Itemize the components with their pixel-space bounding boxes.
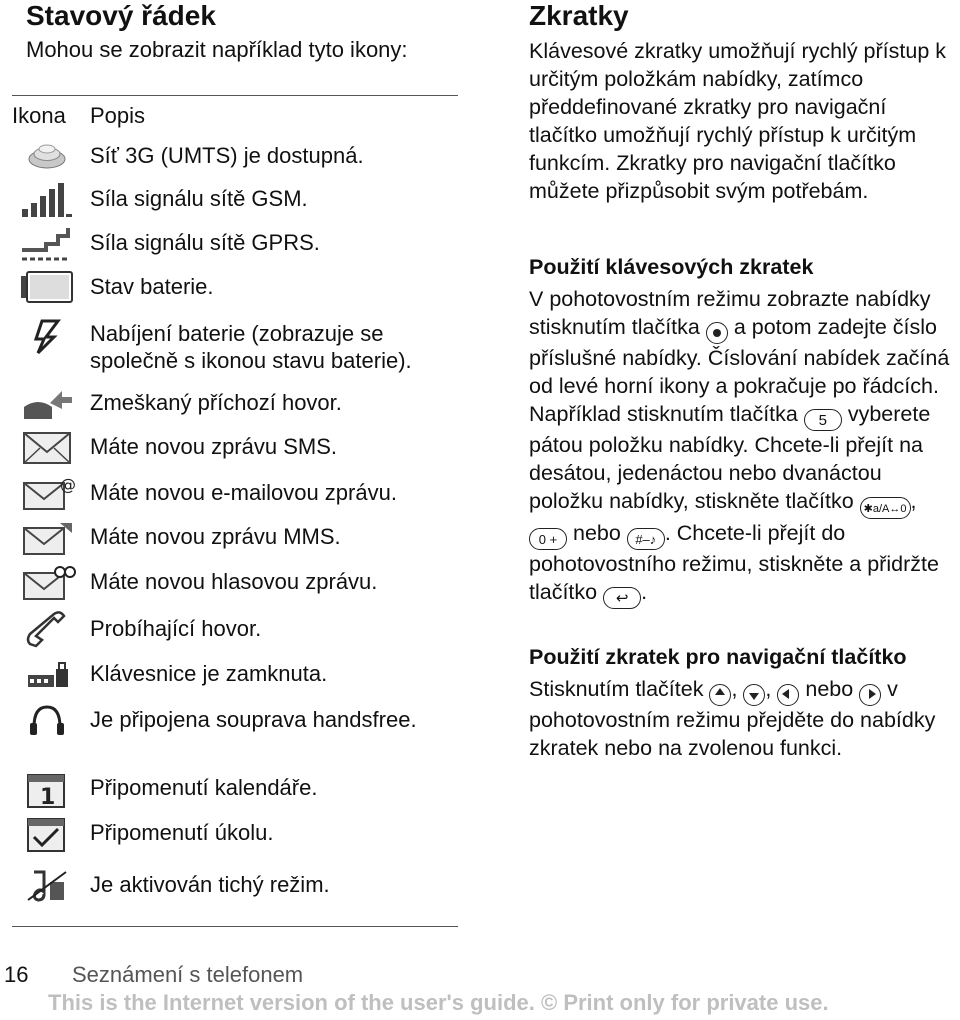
list-item: Síť 3G (UMTS) je dostupná. <box>90 143 364 168</box>
table-bottom-rule <box>12 926 458 927</box>
gprs-signal-icon <box>20 224 74 262</box>
keylock-icon <box>20 655 74 693</box>
nav-down-icon <box>743 684 765 706</box>
svg-text:1: 1 <box>40 785 56 810</box>
list-item: Máte novou zprávu SMS. <box>90 434 338 459</box>
list-item: Máte novou e-mailovou zprávu. <box>90 480 397 505</box>
sms-icon <box>20 428 74 466</box>
status-bar-subtitle: Mohou se zobrazit například tyto ikony: <box>26 37 408 62</box>
page-number: 16 <box>4 962 29 987</box>
kb-text-a: V pohotovostním režimu zobrazte nabídky stisknutím tlačítka <box>529 287 931 339</box>
nav-text-a: Stisknutím tlačítek <box>529 677 704 701</box>
back-key-icon: ↩ <box>603 587 641 609</box>
nav-right-icon <box>859 684 881 706</box>
battery-icon <box>20 268 74 306</box>
hash-key-icon: #–♪ <box>627 528 665 550</box>
kb-separator: , <box>910 489 917 513</box>
shortcuts-title: Zkratky <box>529 0 629 31</box>
list-item: Máte novou hlasovou zprávu. <box>90 569 378 594</box>
kb-text-b: a potom zadejte číslo příslušné nabídky. Číslování nabídek začíná od levé horní ikony a pokračuje po řádcích. Například stisknutím tlačítka <box>529 315 950 426</box>
list-item: Zmeškaný příchozí hovor. <box>90 390 342 415</box>
missed-call-icon <box>20 385 74 423</box>
select-key-icon <box>706 322 728 344</box>
nav-left-icon <box>777 684 799 706</box>
table-top-rule <box>12 95 458 96</box>
gsm-signal-icon <box>20 181 74 219</box>
email-icon <box>20 474 74 512</box>
list-item: Síla signálu sítě GSM. <box>90 186 308 211</box>
mms-icon <box>20 519 74 557</box>
3g-icon <box>20 137 74 175</box>
list-item: Probíhající hovor. <box>90 616 262 641</box>
navigation-shortcuts-text <box>529 675 959 762</box>
call-icon <box>20 610 74 648</box>
list-item: Je aktivován tichý režim. <box>90 872 330 897</box>
shortcuts-intro: Klávesové zkratky umožňují rychlý přístup k určitým položkám nabídky, zatímco předdefinované zkratky pro navigační tlačítko umožňují rychlý přístup k určitým funkcím. Zkratky pro navigační tlačítko můžete přizpůsobit svým potřebám. <box>529 39 947 203</box>
footer-section-title: Seznámení s telefonem <box>72 962 304 987</box>
key-5-icon: 5 <box>804 409 842 431</box>
kb-text-d: . Chcete-li přejít do pohotovostního režimu, stiskněte a přidržte tlačítko <box>529 521 939 604</box>
svg-text:@: @ <box>60 475 76 494</box>
headset-icon <box>20 701 74 739</box>
silent-icon <box>20 866 74 904</box>
table-header-description: Popis <box>90 103 146 128</box>
nav-up-icon <box>709 684 731 706</box>
kb-or: nebo <box>572 521 621 545</box>
list-item: Klávesnice je zamknuta. <box>90 661 328 686</box>
task-icon <box>20 815 74 853</box>
keyboard-shortcuts-heading: Použití klávesových zkratek <box>529 255 814 279</box>
keyboard-shortcuts-text <box>529 285 959 609</box>
calendar-icon <box>20 771 74 809</box>
list-item: Je připojena souprava handsfree. <box>90 707 417 732</box>
table-header-icon: Ikona <box>12 103 66 128</box>
voicemail-icon <box>20 564 74 602</box>
zero-key-icon: 0 + <box>529 528 567 550</box>
star-key-icon: ✱a/A↔0 <box>860 497 911 519</box>
list-item: Síla signálu sítě GPRS. <box>90 230 320 255</box>
battery-charging-icon <box>20 317 74 355</box>
list-item: Připomenutí úkolu. <box>90 820 274 845</box>
list-item: Máte novou zprávu MMS. <box>90 524 341 549</box>
kb-text-c: vyberete pátou položku nabídky. Chcete-li přejít na desátou, jedenáctou nebo dvanáctou položku nabídky, stiskněte tlačítko <box>529 402 931 513</box>
navigation-shortcuts-heading: Použití zkratek pro navigační tlačítko <box>529 645 907 669</box>
kb-end: . <box>641 580 648 604</box>
nav-sep-1: , <box>731 677 738 701</box>
list-item: Nabíjení baterie (zobrazuje se společně s ikonou stavu baterie). <box>90 321 412 373</box>
footer-notice: This is the Internet version of the user's guide. © Print only for private use. <box>48 990 829 1015</box>
list-item: Připomenutí kalendáře. <box>90 775 318 800</box>
nav-or: nebo <box>805 677 854 701</box>
status-bar-title: Stavový řádek <box>26 0 216 31</box>
nav-text-b: v pohotovostním režimu přejděte do nabídky zkratek nebo na zvolenou funkci. <box>529 677 936 760</box>
nav-sep-2: , <box>765 677 772 701</box>
list-item: Stav baterie. <box>90 274 214 299</box>
